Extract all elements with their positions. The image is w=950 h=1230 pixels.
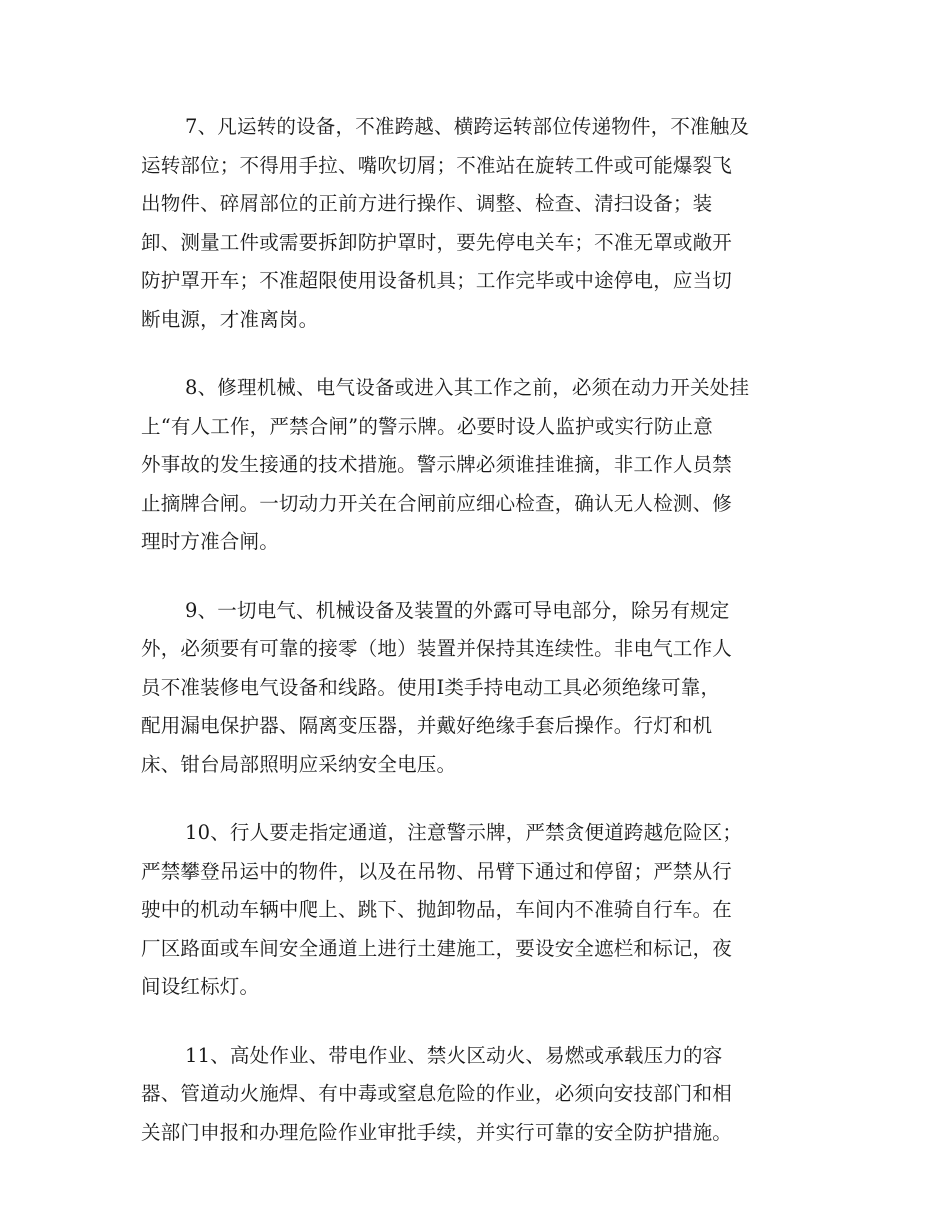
paragraph-rule-11	[141, 1037, 809, 1153]
text-line: 防护罩开车；不准超限使用设备机具；工作完毕或中途停电，应当切	[141, 269, 733, 292]
text-line: 卸、测量工件或需要拆卸防护罩时，要先停电关车；不准无罩或敞开	[141, 230, 733, 254]
document-body	[141, 108, 809, 1182]
text-line: 出物件、碎屑部位的正前方进行操作、调整、检查、清扫设备；装	[141, 192, 713, 215]
text-line: 9、一切电气、机械设备及装置的外露可导电部分，除另有规定	[185, 598, 730, 622]
text-line: 外事故的发生接通的技术措施。警示牌必须谁挂谁摘，非工作人员禁	[141, 453, 733, 476]
paragraph-rule-10	[141, 814, 809, 1007]
paragraph-rule-8	[141, 369, 809, 562]
text-line: 配用漏电保护器、隔离变压器，并戴好绝缘手套后操作。行灯和机	[141, 714, 713, 737]
text-line: 10、行人要走指定通道，注意警示牌，严禁贪便道跨越危险区；	[185, 821, 743, 844]
text-line: 驶中的机动车辆中爬上、跳下、抛卸物品，车间内不准骑自行车。在	[141, 898, 733, 921]
text-line: 关部门申报和办理危险作业审批手续，并实行可靠的安全防护措施。	[141, 1120, 733, 1144]
text-line: 止摘牌合闸。一切动力开关在合闸前应细心检查，确认无人检测、修	[141, 491, 733, 515]
text-line: 外，必须要有可靠的接零（地）装置并保持其连续性。非电气工作人	[141, 637, 733, 660]
text-line: 8、修理机械、电气设备或进入其工作之前，必须在动力开关处挂	[185, 376, 750, 399]
text-line: 理时方准合闸。	[141, 530, 279, 553]
text-line: 床、钳台局部照明应采纳安全电压。	[141, 752, 457, 776]
text-line: 厂区路面或车间安全通道上进行土建施工，要设安全遮栏和标记，夜	[141, 936, 733, 960]
text-line: 严禁攀登吊运中的物件，以及在吊物、吊臂下通过和停留；严禁从行	[141, 859, 733, 883]
text-line: 上“有人工作，严禁合闸”的警示牌。必要时设人监护或实行防止意	[141, 414, 713, 438]
text-line: 器、管道动火施焊、有中毒或窒息危险的作业，必须向安技部门和相	[141, 1082, 733, 1105]
text-line: 7、凡运转的设备，不准跨越、横跨运转部位传递物件，不准触及	[185, 115, 750, 138]
text-line: 员不准装修电气设备和线路。使用Ⅰ类手持电动工具必须绝缘可靠，	[141, 675, 721, 699]
text-line: 断电源，才准离岗。	[141, 307, 319, 331]
text-line: 运转部位；不得用手拉、嘴吹切屑；不准站在旋转工件或可能爆裂飞	[141, 153, 733, 177]
paragraph-rule-7	[141, 108, 809, 339]
text-line: 11、高处作业、带电作业、禁火区动火、易燃或承载压力的容	[185, 1043, 723, 1067]
text-line: 间设红标灯。	[141, 975, 260, 998]
paragraph-rule-9	[141, 592, 809, 785]
